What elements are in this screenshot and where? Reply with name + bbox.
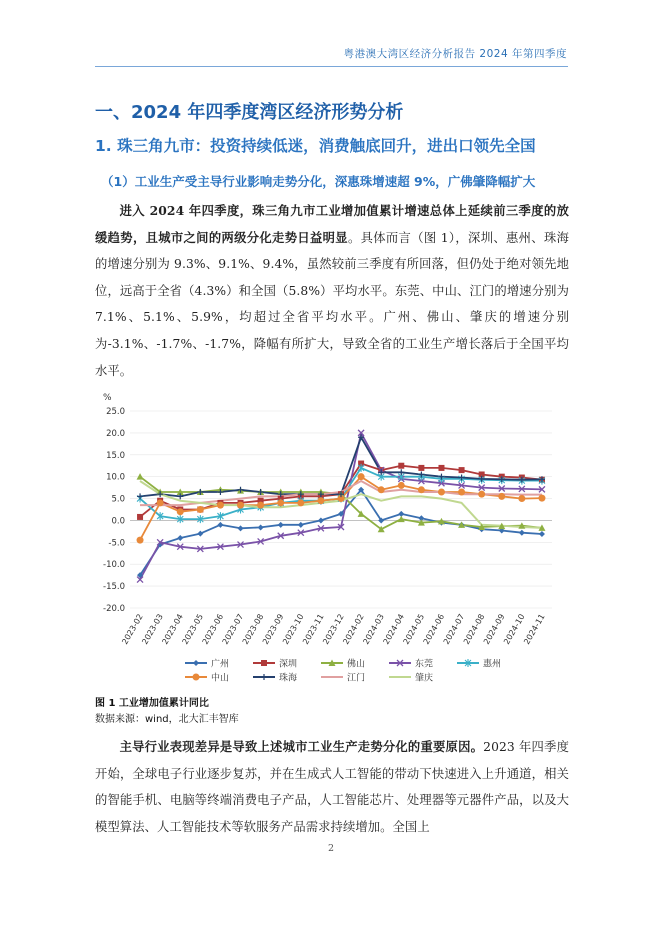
data-point-广州 xyxy=(298,522,304,528)
data-point-中山 xyxy=(277,499,284,506)
legend-marker-中山 xyxy=(193,674,200,681)
x-tick-label: 2023-04 xyxy=(160,612,185,646)
x-tick-label: 2023-05 xyxy=(180,612,206,646)
x-tick-label: 2023-08 xyxy=(240,612,266,646)
paragraph-lead-bold: 主导行业表现差异是导致上述城市工业生产走势分化的重要原因。 xyxy=(119,739,484,754)
data-point-广州 xyxy=(177,535,183,541)
data-point-深圳 xyxy=(459,467,465,473)
data-point-中山 xyxy=(498,493,505,500)
y-tick-label: 5.0 xyxy=(111,494,125,505)
data-point-广州 xyxy=(519,530,525,536)
data-point-中山 xyxy=(137,537,144,544)
data-point-中山 xyxy=(478,491,485,498)
x-tick-label: 2024-05 xyxy=(401,612,427,646)
legend-marker-深圳 xyxy=(261,660,267,666)
y-tick-label: 25.0 xyxy=(106,407,125,417)
paragraph-industrial-output xyxy=(95,198,569,384)
subsubsection-title: （1）工业生产受主导行业影响走势分化，深惠珠增速超 9%，广佛肇降幅扩大 xyxy=(101,174,536,189)
page-number: 2 xyxy=(327,843,335,854)
x-tick-label: 2024-02 xyxy=(341,612,366,646)
legend-label-佛山: 佛山 xyxy=(347,659,366,670)
paragraph-body: 2023 年四季度开始，全球电子行业逐步复苏，并在生成式人工智能的带动下快速进入上升通道，相关的智能手机、电脑等终端消费电子产品，人工智能芯片、处理器等元器件产品，以及大模型算法、人工智能技术等软服务产品需求持续增加。全国上 xyxy=(95,740,570,834)
data-point-中山 xyxy=(538,495,545,502)
y-tick-label: 20.0 xyxy=(106,428,125,439)
figure-caption: 图 1 工业增加值累计同比 xyxy=(95,698,209,709)
data-point-中山 xyxy=(418,486,425,493)
x-tick-label: 2023-06 xyxy=(200,612,226,646)
data-point-中山 xyxy=(237,502,244,509)
data-point-中山 xyxy=(217,502,224,509)
y-tick-label: -20.0 xyxy=(103,604,125,614)
legend-marker-广州 xyxy=(193,660,199,666)
data-point-广州 xyxy=(278,522,284,528)
x-tick-label: 2024-10 xyxy=(502,612,527,646)
data-point-中山 xyxy=(257,502,264,509)
x-tick-label: 2024-03 xyxy=(361,612,386,646)
data-point-广州 xyxy=(539,531,545,537)
legend-marker-珠海 xyxy=(261,674,267,680)
data-point-广州 xyxy=(197,531,203,537)
x-tick-label: 2024-07 xyxy=(441,612,467,646)
legend-label-广州: 广州 xyxy=(211,659,230,670)
legend-label-肇庆: 肇庆 xyxy=(415,673,434,684)
running-header: 粤港澳大湾区经济分析报告 2024 年第四季度 xyxy=(343,48,567,60)
data-point-中山 xyxy=(378,486,385,493)
x-tick-label: 2024-06 xyxy=(421,612,447,646)
x-tick-label: 2023-10 xyxy=(281,612,306,646)
y-tick-label: -15.0 xyxy=(103,582,125,593)
x-tick-label: 2024-08 xyxy=(461,612,487,646)
data-point-广州 xyxy=(258,524,264,530)
y-axis-unit-label: % xyxy=(103,393,112,403)
y-tick-label: -5.0 xyxy=(108,538,125,549)
data-point-广州 xyxy=(318,517,324,523)
y-tick-label: 0.0 xyxy=(111,516,125,527)
y-tick-label: -10.0 xyxy=(103,560,125,571)
industrial-output-chart xyxy=(90,386,570,686)
data-point-中山 xyxy=(438,488,445,495)
x-tick-label: 2024-09 xyxy=(481,612,507,646)
y-tick-label: 10.0 xyxy=(106,472,125,483)
data-point-广州 xyxy=(238,525,244,531)
legend-label-中山: 中山 xyxy=(211,673,230,684)
figure-source: 数据来源：wind，北大汇丰智库 xyxy=(95,714,239,725)
data-point-深圳 xyxy=(418,465,424,471)
x-tick-label: 2023-07 xyxy=(220,612,246,646)
paragraph-body: 。具体而言（图 1），深圳、惠州、珠海的增速分别为 9.3%、9.1%、9.4%，虽然较前三季度有所回落，但仍处于绝对领先地位，远高于全省（4.3%）和全国（5.8%）平均水平。东莞、中山、江门的增速分别为 7.1%、5.1%、5.9%，均超过全省平均水平。广州、佛山、肇庆的增速分别为-3.1%、-1.7%、-1.7%，降幅有所扩大，导致全省的工业生产增长落后于全国平均水平。 xyxy=(95,230,569,378)
data-point-中山 xyxy=(358,473,365,480)
paragraph-leading-industries xyxy=(95,734,569,840)
x-tick-label: 2023-02 xyxy=(120,612,145,646)
x-tick-label: 2023-12 xyxy=(321,612,346,646)
legend-label-东莞: 东莞 xyxy=(415,659,434,670)
line-chart-svg xyxy=(90,386,570,686)
data-point-中山 xyxy=(317,497,324,504)
data-point-中山 xyxy=(177,508,184,515)
data-point-深圳 xyxy=(398,463,404,469)
data-point-深圳 xyxy=(438,465,444,471)
data-point-中山 xyxy=(157,499,164,506)
data-point-深圳 xyxy=(137,514,143,520)
data-point-中山 xyxy=(197,506,204,513)
x-tick-label: 2023-03 xyxy=(140,612,165,646)
y-tick-label: 15.0 xyxy=(106,450,125,461)
header-rule xyxy=(95,66,568,67)
data-point-中山 xyxy=(518,495,525,502)
legend-label-江门: 江门 xyxy=(347,673,366,684)
paragraph-lead-bold: 进入 2024 年四季度，珠三角九市工业增加值累计增速总体上延续前三季度的放缓趋势，且城市之间的两级分化走势日益明显 xyxy=(95,203,569,245)
data-point-中山 xyxy=(458,488,465,495)
x-tick-label: 2024-04 xyxy=(381,612,407,646)
section-title: 一、2024 年四季度湾区经济形势分析 xyxy=(95,102,404,123)
legend-label-珠海: 珠海 xyxy=(279,673,298,684)
x-tick-label: 2023-09 xyxy=(260,612,286,646)
data-point-广州 xyxy=(217,522,223,528)
data-point-中山 xyxy=(297,499,304,506)
legend-label-惠州: 惠州 xyxy=(483,659,502,670)
data-point-中山 xyxy=(398,482,405,489)
legend-label-深圳: 深圳 xyxy=(279,659,298,670)
x-tick-label: 2024-11 xyxy=(522,612,547,646)
x-tick-label: 2023-11 xyxy=(301,612,326,646)
subsection-title: 1. 珠三角九市：投资持续低迷，消费触底回升，进出口领先全国 xyxy=(95,137,536,155)
